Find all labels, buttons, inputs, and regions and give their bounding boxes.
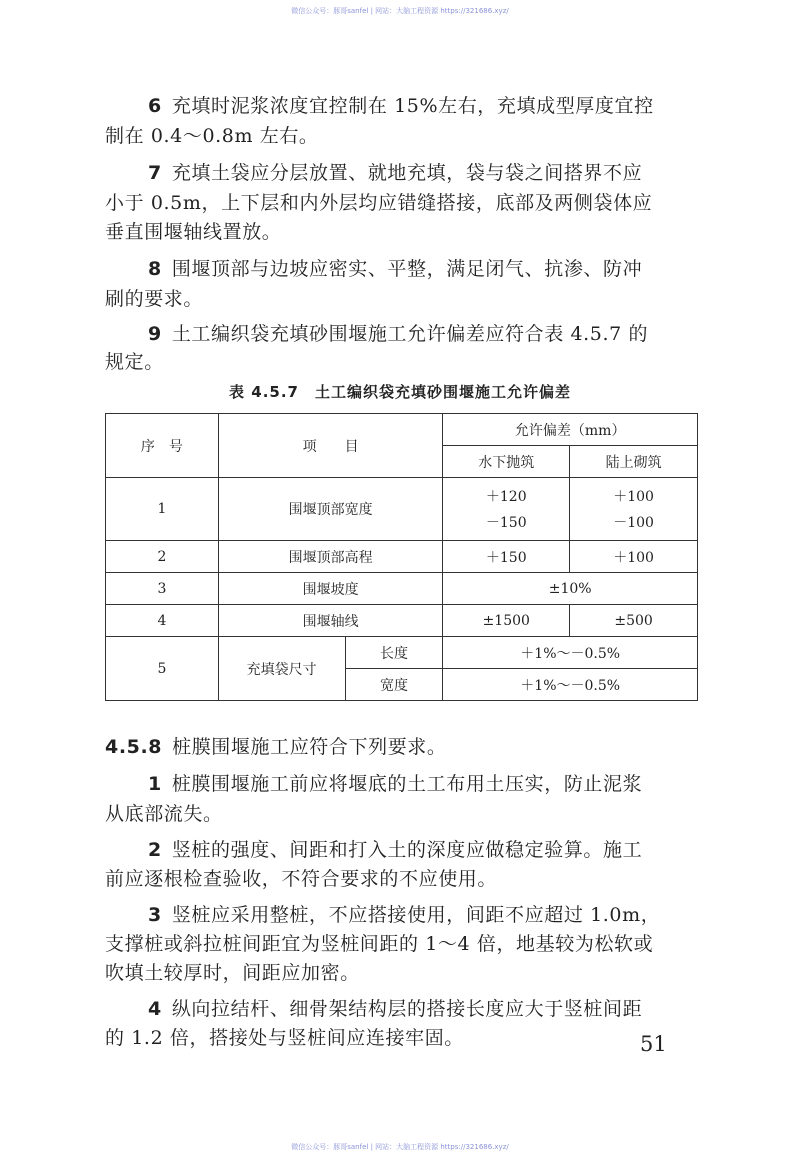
text-line: 的 1.2 倍，搭接处与竖桩间应连接牢固。: [105, 1027, 464, 1049]
text-line: 规定。: [105, 351, 164, 373]
item-number: 8: [148, 258, 162, 280]
value-plus: ＋120: [485, 489, 527, 505]
cell-underwater: ±1500: [443, 605, 570, 637]
section-number: 4.5.8: [105, 736, 163, 758]
text-line: 围堰顶部与边坡应密实、平整，满足闭气、抗渗、防冲: [171, 258, 643, 280]
text-line: 充填土袋应分层放置、就地充填，袋与袋之间搭界不应: [171, 162, 643, 184]
text-line: 竖桩的强度、间距和打入土的深度应做稳定验算。施工: [171, 839, 643, 861]
cell-subitem: 长度: [345, 637, 443, 669]
watermark-bottom: 微信公众号：豚哥sanfel | 网站：大脑工程资源 https://321686.xyz/: [291, 1143, 509, 1151]
cell-tolerance: ＋1%～－0.5%: [443, 637, 698, 669]
text-line: 充填时泥浆浓度宜控制在 15%左右，充填成型厚度宜控: [171, 95, 654, 117]
text-line: 小于 0.5m，上下层和内外层均应错缝搭接，底部及两侧袋体应: [105, 192, 653, 214]
table-row: [106, 637, 698, 669]
cell-item: 充填袋尺寸: [218, 637, 345, 701]
table-header-row: [106, 414, 698, 446]
item-number: 2: [148, 839, 162, 861]
header-onland: 陆上砌筑: [570, 446, 698, 478]
value-minus: －150: [485, 515, 527, 531]
text-line: 竖桩应采用整桩，不应搭接使用，间距不应超过 1.0m，: [171, 904, 661, 926]
item-number: 9: [148, 323, 162, 345]
cell-item: 围堰顶部高程: [218, 541, 443, 573]
text-line: 前应逐根检查验收，不符合要求的不应使用。: [105, 868, 498, 890]
header-item: 项 目: [218, 414, 443, 478]
item-number: 6: [148, 95, 162, 117]
header-no: 序 号: [106, 414, 219, 478]
table-row: [106, 605, 698, 637]
table-row: [106, 541, 698, 573]
page-number: 51: [640, 1032, 667, 1056]
cell-underwater: ＋150: [443, 541, 570, 573]
value-minus: －100: [613, 515, 654, 531]
cell-item: 围堰坡度: [218, 573, 443, 605]
cell-no: 1: [106, 478, 219, 541]
cell-subitem: 宽度: [345, 669, 443, 701]
text-line: 纵向拉结杆、细骨架结构层的搭接长度应大于竖桩间距: [171, 998, 643, 1020]
text-line: 制在 0.4～0.8m 左右。: [105, 125, 319, 147]
item-number: 7: [148, 162, 162, 184]
watermark-top: 微信公众号：豚哥sanfel | 网站：大脑工程资源 https://321686.xyz/: [291, 7, 509, 15]
cell-onland: [570, 478, 698, 541]
table-row: [106, 478, 698, 541]
item-number: 4: [148, 998, 162, 1020]
table-title: 表 4.5.7 土工编织袋充填砂围堰施工允许偏差: [229, 383, 571, 401]
cell-onland: ＋100: [570, 541, 698, 573]
tolerance-table: [105, 413, 698, 701]
text-line: 从底部流失。: [105, 803, 223, 825]
text-line: 垂直围堰轴线置放。: [105, 221, 282, 243]
cell-tolerance: ＋1%～－0.5%: [443, 669, 698, 701]
text-line: 桩膜围堰施工前应将堰底的土工布用土压实，防止泥浆: [171, 773, 643, 795]
table-row: [106, 573, 698, 605]
cell-no: 4: [106, 605, 219, 637]
cell-no: 2: [106, 541, 219, 573]
cell-tolerance: ±10%: [443, 573, 698, 605]
text-line: 刷的要求。: [105, 288, 204, 310]
header-tolerance: 允许偏差（mm）: [443, 414, 698, 446]
cell-no: 3: [106, 573, 219, 605]
text-line: 土工编织袋充填砂围堰施工允许偏差应符合表 4.5.7 的: [171, 323, 649, 345]
cell-onland: ±500: [570, 605, 698, 637]
text-line: 吹填土较厚时，间距应加密。: [105, 962, 360, 984]
cell-underwater: [443, 478, 570, 541]
cell-item: 围堰顶部宽度: [218, 478, 443, 541]
cell-no: 5: [106, 637, 219, 701]
section-heading: [105, 732, 447, 759]
text-line: 支撑桩或斜拉桩间距宜为竖桩间距的 1～4 倍，地基较为松软或: [105, 933, 654, 955]
item-number: 1: [148, 773, 162, 795]
header-underwater: 水下抛筑: [443, 446, 570, 478]
cell-item: 围堰轴线: [218, 605, 443, 637]
section-text: 桩膜围堰施工应符合下列要求。: [172, 736, 447, 758]
item-number: 3: [148, 904, 162, 926]
value-plus: ＋100: [613, 489, 654, 505]
